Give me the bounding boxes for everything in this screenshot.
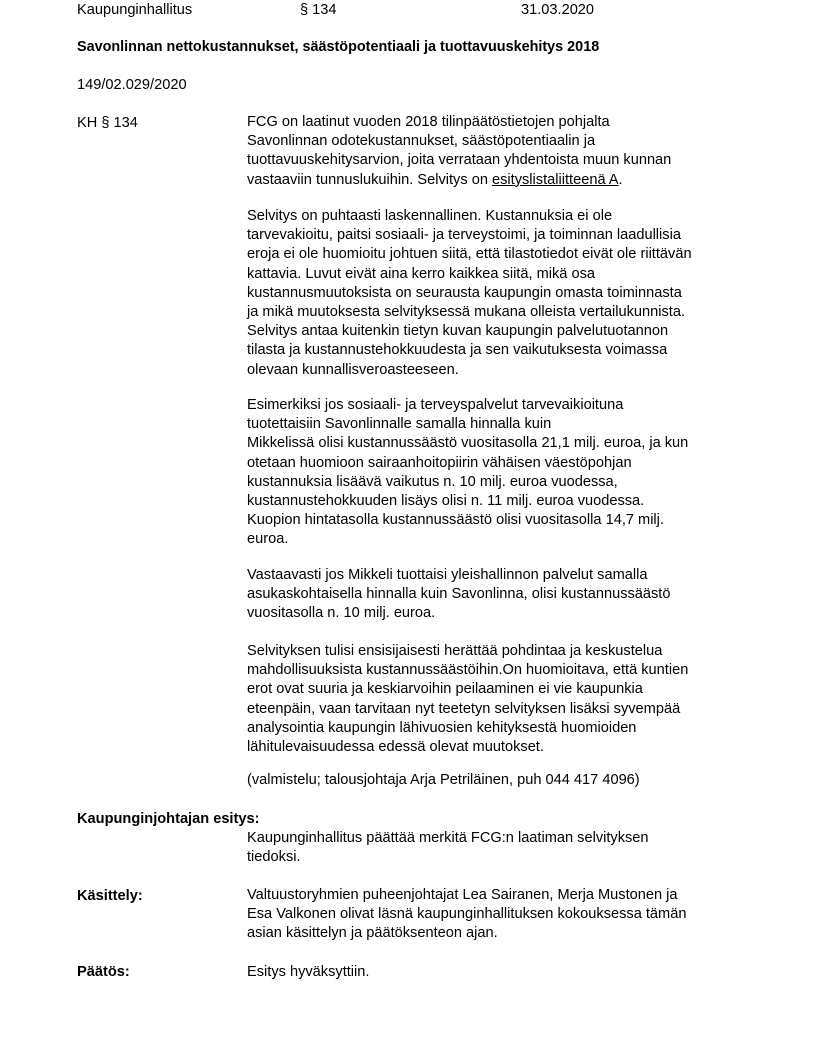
paragraph-line: kustannustehokkuuden lisäys olisi n. 11 milj. euroa vuodessa. — [247, 493, 645, 510]
paragraph-line: olevaan kunnallisveroasteeseen. — [247, 361, 459, 378]
handling-text — [247, 886, 747, 944]
decision-label: Päätös: — [77, 964, 130, 980]
proposal-text — [247, 829, 747, 867]
paragraph-line: erot ovat suuria ja keskiarvoihin peilaaminen ei vie kaupunkia — [247, 681, 643, 698]
document-title: Savonlinnan nettokustannukset, säästöpotentiaali ja tuottavuuskehitys 2018 — [77, 39, 600, 55]
paragraph-line: kustannuksia lisäävä vaikutus n. 10 milj. euroa vuodessa, — [247, 473, 618, 490]
paragraph-line-tail: . — [618, 171, 623, 188]
paragraph-line: Mikkelissä olisi kustannussäästö vuositasolla 21,1 milj. euroa, ja kun — [247, 435, 689, 452]
paragraph-line: (valmistelu; talousjohtaja Arja Petriläinen, puh 044 417 4096) — [247, 772, 640, 788]
attachment-link[interactable]: esityslistaliitteenä A — [492, 171, 619, 188]
paragraph-intro — [247, 113, 747, 190]
paragraph-conclusion — [247, 642, 747, 757]
paragraph-line: Kuopion hintatasolla kustannussäästö olisi vuositasolla 14,7 milj. — [247, 512, 664, 529]
paragraph-line: tarvevakioitu, paitsi sosiaali- ja terveystoimi, ja toiminnan laadullisia — [247, 227, 681, 244]
paragraph-line-text: vastaaviin tunnuslukuihin. Selvitys on — [247, 171, 492, 188]
paragraph-line: lähitulevaisuudessa edessä olevat muutokset. — [247, 739, 544, 756]
handling-line: asian käsittelyn ja päätöksenteon ajan. — [247, 925, 498, 942]
paragraph-line: Vastaavasti jos Mikkeli tuottaisi yleishallinnon palvelut samalla — [247, 567, 648, 583]
paragraph-example — [247, 396, 747, 550]
paragraph-line: ja mikä muutoksesta selvityksessä mukana olleista vertailukunnista. — [247, 304, 686, 321]
paragraph-line: Selvityksen tulisi ensisijaisesti herättää pohdintaa ja keskustelua — [247, 643, 663, 659]
paragraph-nature — [247, 207, 747, 380]
paragraph-line: tuotettaisiin Savonlinnalle samalla hinnalla kuin — [247, 416, 552, 433]
paragraph-comparison — [247, 566, 747, 624]
paragraph-line: asukaskohtaisella hinnalla kuin Savonlinna, olisi kustannussäästö — [247, 586, 671, 603]
paragraph-line-with-link — [247, 171, 747, 190]
decision-line: Esitys hyväksyttiin. — [247, 964, 370, 980]
paragraph-line: FCG on laatinut vuoden 2018 tilinpäätöstietojen pohjalta — [247, 114, 610, 130]
header-organization: Kaupunginhallitus — [77, 2, 193, 18]
header-section: § 134 — [300, 2, 337, 18]
paragraph-line: otetaan huomioon sairaanhoitopiirin vähäisen väestöpohjan — [247, 454, 632, 471]
handling-label: Käsittely: — [77, 888, 143, 904]
reference-number: 149/02.029/2020 — [77, 77, 187, 93]
paragraph-line: eteenpäin, vaan tarvitaan nyt teetetyn selvityksen lisäksi syvempää — [247, 700, 681, 717]
proposal-label: Kaupunginjohtajan esitys: — [77, 811, 260, 827]
paragraph-line: mahdollisuuksista kustannussäästöihin.On huomioitava, että kuntien — [247, 662, 689, 679]
paragraph-line: Selvitys antaa kuitenkin tietyn kuvan kaupungin palvelutuotannon — [247, 323, 669, 340]
paragraph-line: tilasta ja kustannustehokkuudesta ja sen vaikutuksesta voimassa — [247, 342, 668, 359]
decision-text — [247, 963, 747, 982]
paragraph-line: analysointia kaupungin lähivuosien kehityksestä huomioiden — [247, 719, 637, 736]
section-label: KH § 134 — [77, 115, 138, 131]
paragraph-line: kattavia. Luvut eivät aina kerro kaikkea siitä, mikä osa — [247, 265, 595, 282]
paragraph-line: Selvitys on puhtaasti laskennallinen. Kustannuksia ei ole — [247, 208, 613, 224]
handling-line: Valtuustoryhmien puheenjohtajat Lea Sairanen, Merja Mustonen ja — [247, 887, 678, 903]
paragraph-line: Esimerkiksi jos sosiaali- ja terveyspalvelut tarvevaikioituna — [247, 397, 624, 413]
handling-line: Esa Valkonen olivat läsnä kaupunginhallituksen kokouksessa tämän — [247, 906, 687, 923]
paragraph-line: kustannusmuutoksista on seurausta kaupungin omasta toiminnasta — [247, 284, 682, 301]
paragraph-line: vuositasolla n. 10 milj. euroa. — [247, 605, 436, 622]
paragraph-line: euroa. — [247, 531, 289, 548]
paragraph-line: tuottavuuskehitysarvion, joita verrataan yhdentoista muun kunnan — [247, 152, 672, 169]
paragraph-line: eroja ei ole huomioitu johtuen siitä, että tilastotiedot eivät ole riittävän — [247, 246, 692, 263]
header-date: 31.03.2020 — [521, 2, 595, 18]
proposal-line: Kaupunginhallitus päättää merkitä FCG:n laatiman selvityksen — [247, 830, 649, 846]
paragraph-line: Savonlinnan odotekustannukset, säästöpotentiaalin ja — [247, 133, 596, 150]
proposal-line: tiedoksi. — [247, 849, 301, 866]
paragraph-preparer — [247, 771, 747, 790]
